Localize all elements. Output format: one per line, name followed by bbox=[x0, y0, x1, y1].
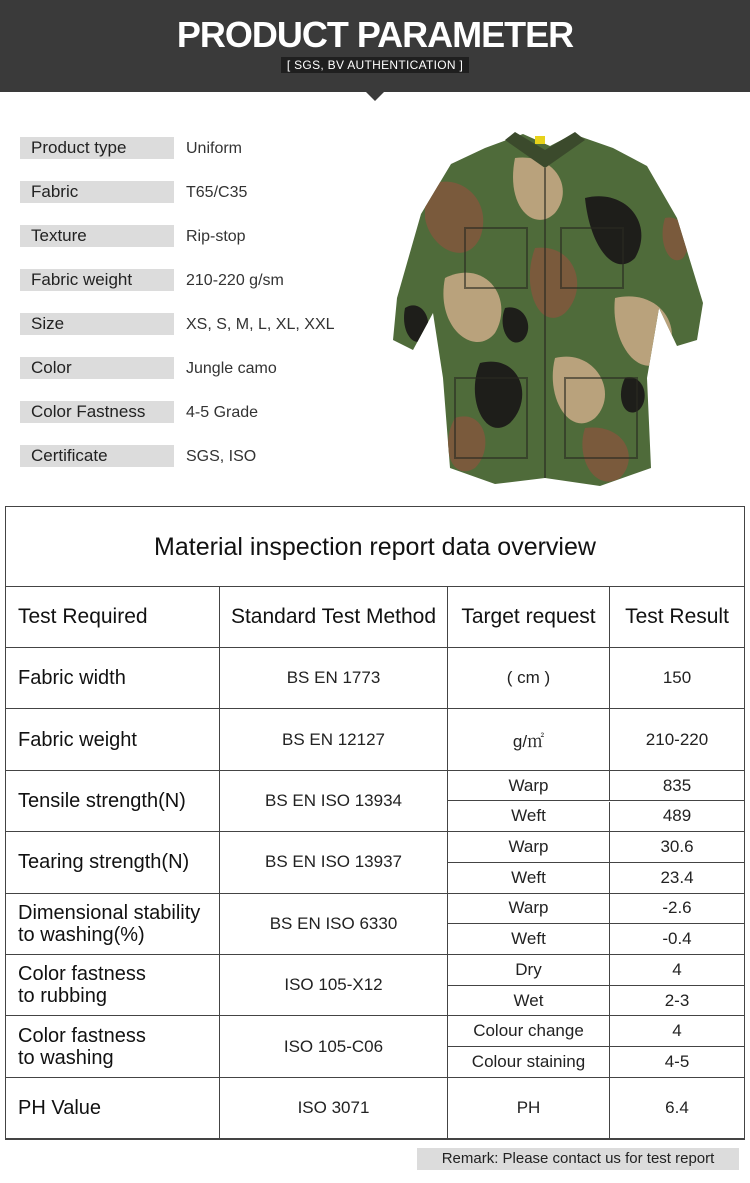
header-cell-text: Standard Test Method bbox=[230, 605, 437, 628]
param-label: Color Fastness bbox=[20, 401, 174, 423]
target-cell bbox=[448, 863, 610, 894]
test-method-cell-text: BS EN ISO 13934 bbox=[264, 790, 403, 810]
target-cell-text: ( cm ) bbox=[506, 668, 551, 688]
result-cell bbox=[610, 986, 744, 1017]
target-cell bbox=[448, 1078, 610, 1139]
test-method-cell bbox=[220, 832, 448, 893]
test-name-cell-text: Dimensional stability to washing(%) bbox=[18, 901, 201, 946]
result-cell bbox=[610, 648, 744, 709]
authentication-badge: [ SGS, BV AUTHENTICATION ] bbox=[281, 57, 469, 73]
header-cell-text: Test Result bbox=[625, 605, 729, 628]
test-method-cell bbox=[220, 1016, 448, 1077]
header-subtitle-wrap bbox=[0, 56, 750, 74]
report-title: Material inspection report data overview bbox=[6, 507, 744, 587]
target-cell bbox=[448, 771, 610, 802]
param-row bbox=[20, 401, 360, 423]
result-cell-text: -2.6 bbox=[662, 898, 692, 918]
camo-jacket-image bbox=[385, 128, 710, 490]
result-cell bbox=[610, 1016, 744, 1047]
target-cell bbox=[448, 1047, 610, 1078]
result-cell-text: 30.6 bbox=[660, 837, 694, 857]
target-cell bbox=[448, 832, 610, 863]
test-method-cell-text: BS EN 12127 bbox=[281, 729, 385, 749]
test-name-cell bbox=[6, 709, 220, 770]
target-cell-text: Warp bbox=[508, 898, 549, 918]
param-label: Product type bbox=[20, 137, 174, 159]
param-row bbox=[20, 313, 360, 335]
test-name-cell-text: Color fastness to rubbing bbox=[18, 963, 146, 1008]
param-label: Texture bbox=[20, 225, 174, 247]
test-name-cell-text: Fabric width bbox=[18, 667, 126, 690]
param-value: Rip-stop bbox=[186, 228, 246, 245]
test-method-cell bbox=[220, 709, 448, 770]
result-cell-text: 210-220 bbox=[645, 729, 709, 749]
test-method-cell bbox=[220, 955, 448, 1016]
test-method-cell-text: ISO 105-X12 bbox=[284, 975, 383, 995]
result-cell-text: 23.4 bbox=[660, 867, 694, 887]
result-cell bbox=[610, 924, 744, 955]
header-banner bbox=[0, 0, 750, 92]
param-row bbox=[20, 269, 360, 291]
result-cell-text: 4-5 bbox=[664, 1051, 690, 1071]
param-label: Fabric weight bbox=[20, 269, 174, 291]
test-method-cell bbox=[220, 771, 448, 832]
target-cell bbox=[448, 648, 610, 709]
result-cell-text: 4 bbox=[672, 1021, 682, 1041]
target-cell-text: Warp bbox=[508, 837, 549, 857]
result-cell-text: 2-3 bbox=[664, 990, 690, 1010]
param-row bbox=[20, 137, 360, 159]
param-value: XS, S, M, L, XL, XXL bbox=[186, 316, 335, 333]
param-row bbox=[20, 357, 360, 379]
result-cell bbox=[610, 894, 744, 925]
test-name-cell bbox=[6, 1016, 220, 1077]
target-cell-text: Weft bbox=[511, 867, 546, 887]
page-title: PRODUCT PARAMETER bbox=[176, 14, 574, 55]
remark-note: Remark: Please contact us for test report bbox=[417, 1148, 739, 1170]
target-cell-text: Warp bbox=[508, 775, 549, 795]
inspection-report-table bbox=[5, 506, 745, 1140]
param-value: 210-220 g/sm bbox=[186, 272, 284, 289]
test-name-cell-text: PH Value bbox=[18, 1096, 102, 1119]
target-cell bbox=[448, 924, 610, 955]
param-row bbox=[20, 225, 360, 247]
test-method-cell bbox=[220, 1078, 448, 1139]
target-cell bbox=[448, 1016, 610, 1047]
test-name-cell-text: Tensile strength(N) bbox=[18, 789, 186, 812]
test-name-cell-text: Fabric weight bbox=[18, 728, 137, 751]
test-name-cell bbox=[6, 648, 220, 709]
header-cell bbox=[610, 587, 744, 648]
result-cell bbox=[610, 771, 744, 802]
target-cell bbox=[448, 894, 610, 925]
header-cell-text: Target request bbox=[461, 605, 596, 628]
result-cell-text: 835 bbox=[662, 775, 692, 795]
target-cell-text: Wet bbox=[513, 990, 544, 1010]
param-value: T65/C35 bbox=[186, 184, 248, 201]
result-cell bbox=[610, 955, 744, 986]
target-cell bbox=[448, 709, 610, 770]
result-cell-text: 489 bbox=[662, 806, 692, 826]
param-row bbox=[20, 181, 360, 203]
header-cell bbox=[220, 587, 448, 648]
param-label: Color bbox=[20, 357, 174, 379]
param-label: Certificate bbox=[20, 445, 174, 467]
result-cell bbox=[610, 1078, 744, 1139]
result-cell bbox=[610, 709, 744, 770]
result-cell bbox=[610, 832, 744, 863]
test-method-cell-text: BS EN ISO 13937 bbox=[264, 852, 403, 872]
test-method-cell bbox=[220, 894, 448, 955]
test-name-cell-text: Tearing strength(N) bbox=[18, 851, 190, 874]
result-cell-text: 150 bbox=[662, 668, 692, 688]
result-cell bbox=[610, 1047, 744, 1078]
header-cell-text: Test Required bbox=[18, 605, 148, 628]
test-name-cell bbox=[6, 771, 220, 832]
param-value: Uniform bbox=[186, 140, 243, 157]
result-cell bbox=[610, 863, 744, 894]
target-cell bbox=[448, 986, 610, 1017]
header-notch bbox=[366, 92, 384, 101]
target-cell-text: g/㎡ bbox=[512, 732, 545, 752]
test-name-cell bbox=[6, 1078, 220, 1139]
param-value: Jungle camo bbox=[186, 360, 277, 377]
header-cell bbox=[6, 587, 220, 648]
test-method-cell bbox=[220, 648, 448, 709]
test-method-cell-text: ISO 3071 bbox=[297, 1097, 370, 1117]
param-label: Fabric bbox=[20, 181, 174, 203]
test-method-cell-text: BS EN 1773 bbox=[286, 668, 381, 688]
result-cell bbox=[610, 802, 744, 833]
result-cell-text: 6.4 bbox=[665, 1097, 689, 1117]
target-cell-text: Dry bbox=[515, 959, 542, 979]
target-cell-text: Weft bbox=[511, 929, 546, 949]
header-cell bbox=[448, 587, 610, 648]
target-cell bbox=[448, 802, 610, 833]
test-method-cell-text: BS EN ISO 6330 bbox=[269, 913, 398, 933]
test-name-cell bbox=[6, 832, 220, 893]
target-cell-text: Colour staining bbox=[471, 1051, 586, 1071]
target-cell-text: Weft bbox=[511, 806, 546, 826]
param-value: SGS, ISO bbox=[186, 448, 257, 465]
param-row bbox=[20, 445, 360, 467]
param-label: Size bbox=[20, 313, 174, 335]
target-cell bbox=[448, 955, 610, 986]
result-cell-text: 4 bbox=[672, 959, 682, 979]
test-name-cell bbox=[6, 955, 220, 1016]
test-method-cell-text: ISO 105-C06 bbox=[283, 1036, 384, 1056]
test-name-cell bbox=[6, 894, 220, 955]
param-value: 4-5 Grade bbox=[186, 404, 259, 421]
result-cell-text: -0.4 bbox=[662, 929, 692, 949]
target-cell-text: Colour change bbox=[473, 1021, 584, 1041]
test-name-cell-text: Color fastness to washing bbox=[18, 1024, 146, 1069]
target-cell-text: PH bbox=[516, 1097, 541, 1117]
